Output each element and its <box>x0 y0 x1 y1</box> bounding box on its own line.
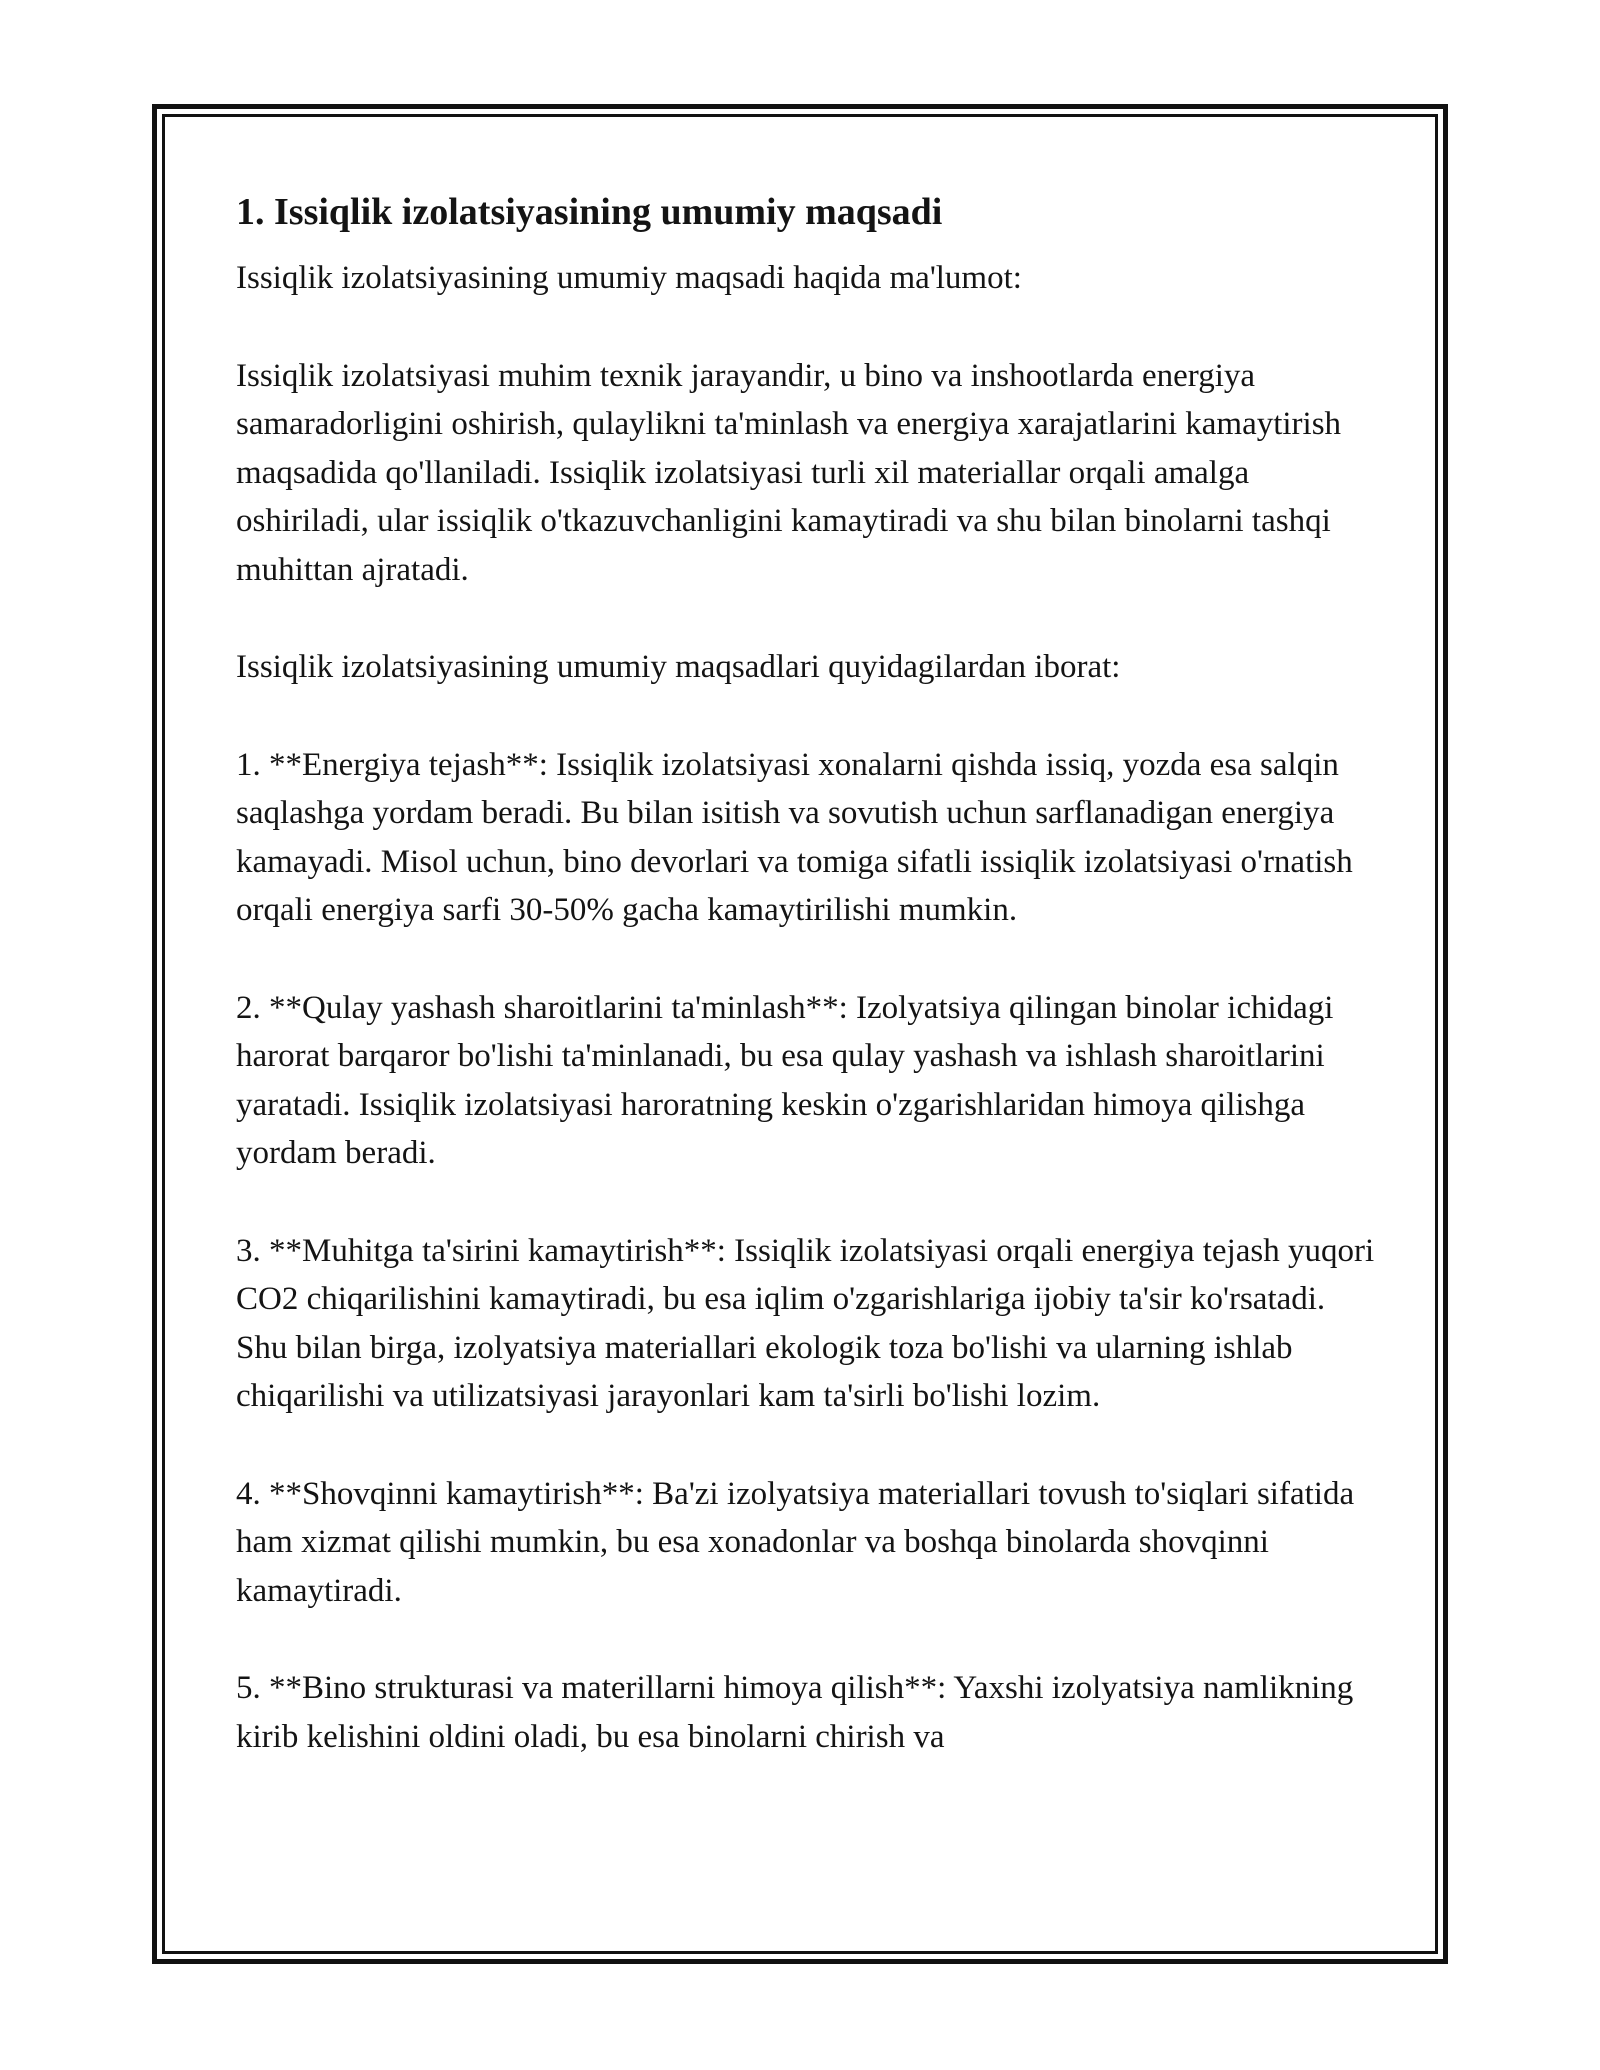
list-item-noise: 4. **Shovqinni kamaytirish**: Ba'zi izolyatsiya materiallari tovush to'siqlari sifatida ham xizmat qilishi mumkin, bu esa xonadonlar va boshqa binolarda shovqinni kamaytiradi. <box>236 1475 1355 1609</box>
document-body <box>236 186 1376 1810</box>
paragraph-intro: Issiqlik izolatsiyasining umumiy maqsadi haqida ma'lumot: <box>236 260 1022 296</box>
list-item-structure-protection: 5. **Bino strukturasi va materillarni himoya qilish**: Yaxshi izolyatsiya namlikning kirib kelishini oldini oladi, bu esa binolarni chirish va <box>236 1670 1354 1755</box>
paragraph-description: Issiqlik izolatsiyasi muhim texnik jarayandir, u bino va inshootlarda energiya samaradorligini oshirish, qulaylikni ta'minlash va energiya xarajatlarini kamaytirish maqsadida qo'llaniladi. Issiqlik izolatsiyasi turli xil materiallar orqali amalga oshiriladi, ular issiqlik o'tkazuvchanligini kamaytiradi va shu bilan binolarni tashqi muhittan ajratadi. <box>236 357 1342 588</box>
list-item-comfort: 2. **Qulay yashash sharoitlarini ta'minlash**: Izolyatsiya qilingan binolar ichidagi harorat barqaror bo'lishi ta'minlanadi, bu esa qulay yashash va ishlash sharoitlarini yaratadi. Issiqlik izolatsiyasi haroratning keskin o'zgarishlaridan himoya qilishga yordam beradi. <box>236 989 1334 1171</box>
list-item-energy-saving: 1. **Energiya tejash**: Issiqlik izolatsiyasi xonalarni qishda issiq, yozda esa salqin saqlashga yordam beradi. Bu bilan isitish va sovutish uchun sarflanadigan energiya kamayadi. Misol uchun, bino devorlari va tomiga sifatli issiqlik izolatsiyasi o'rnatish orqali energiya sarfi 30-50% gacha kamaytirilishi mumkin. <box>236 746 1353 928</box>
list-item-environment: 3. **Muhitga ta'sirini kamaytirish**: Issiqlik izolatsiyasi orqali energiya tejash yuqori CO2 chiqarilishini kamaytiradi, bu esa iqlim o'zgarishlariga ijobiy ta'sir ko'rsatadi. Shu bilan birga, izolyatsiya materiallari ekologik toza bo'lishi va ularning ishlab chiqarilishi va utilizatsiyasi jarayonlari kam ta'sirli bo'lishi lozim. <box>236 1232 1375 1414</box>
section-heading: 1. Issiqlik izolatsiyasining umumiy maqsadi <box>236 191 943 233</box>
paragraph-goals-intro: Issiqlik izolatsiyasining umumiy maqsadlari quyidagilardan iborat: <box>236 649 1121 685</box>
